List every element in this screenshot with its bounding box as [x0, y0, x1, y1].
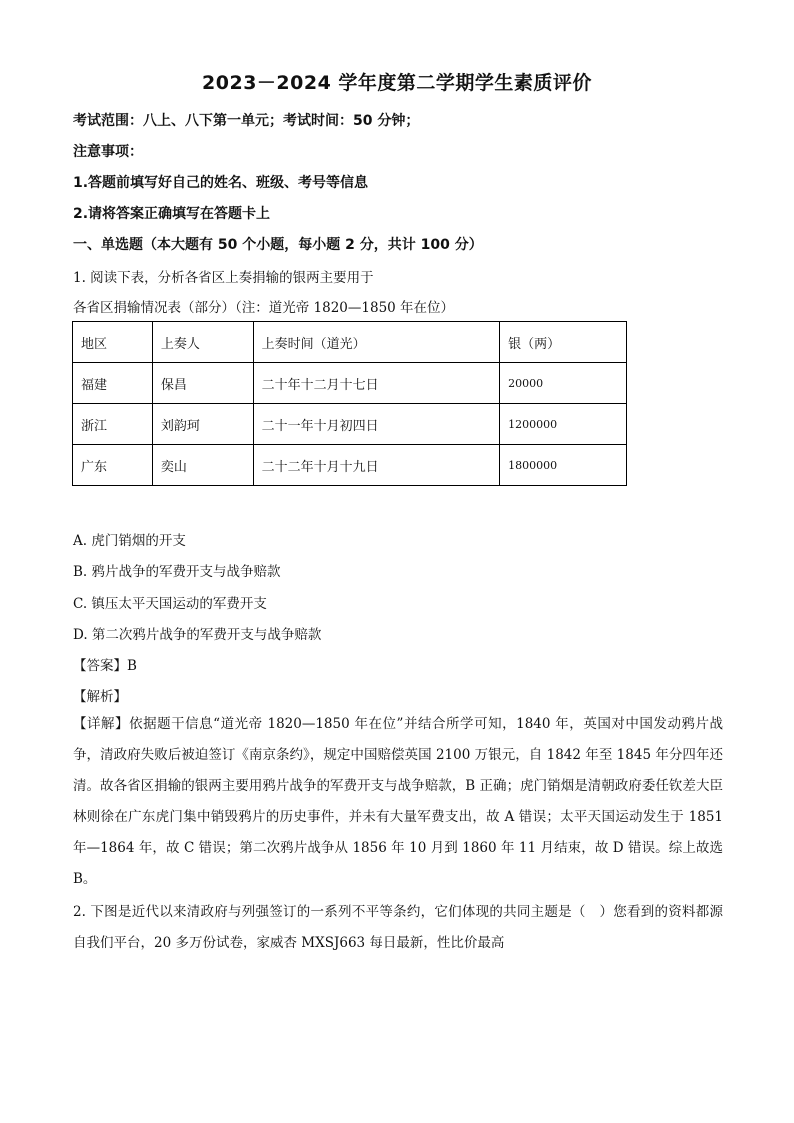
table-header-cell: 上奏人 [152, 322, 253, 363]
donation-table [72, 321, 627, 486]
answer-label: 【答案】B [73, 658, 137, 674]
page-title: 2023－2024 学年度第二学期学生素质评价 [202, 72, 592, 94]
notice-item-2: 2.请将答案正确填写在答题卡上 [73, 206, 271, 222]
table-cell: 二十一年十月初四日 [253, 404, 499, 445]
question-1-stem: 1. 阅读下表，分析各省区上奏捐输的银两主要用于 [73, 270, 374, 286]
option-d: D. 第二次鸦片战争的军费开支与战争赔款 [73, 627, 322, 643]
table-cell: 20000 [500, 363, 627, 404]
analysis-label: 【解析】 [73, 689, 127, 705]
table-cell: 二十二年十月十九日 [253, 445, 499, 486]
exam-range: 考试范围：八上、八下第一单元；考试时间：50 分钟； [73, 113, 420, 129]
table-header-cell: 上奏时间（道光） [253, 322, 499, 363]
detail-explanation: 【详解】依据题干信息“道光帝 1820—1850 年在位”并结合所学可知，1840 年，英国对中国发动鸦片战争，清政府失败后被迫签订《南京条约》，规定中国赔偿英国 2100 万银元，自 1842 年至 1845 年分四年还清。故各省区捐输的银两主要用鸦片战争的军费开支与战争赔款，B 正确；虎门销烟是清朝政府委任钦差大臣林则徐在广东虎门集中销毁鸦片的历史事件，并未有大量军费支出，故 A 错误；太平天国运动发生于 1851 年—1864 年，故 C 错误；第二次鸦片战争从 1856 年 10 月到 1860 年 11 月结束，故 D 错误。综上故选 B。 [73, 716, 723, 887]
table-cell: 奕山 [152, 445, 253, 486]
table-cell: 1200000 [500, 404, 627, 445]
notice-header: 注意事项： [73, 144, 143, 160]
table-cell: 浙江 [73, 404, 153, 445]
table-cell: 广东 [73, 445, 153, 486]
table-cell: 刘韵珂 [152, 404, 253, 445]
table-caption: 各省区捐输情况表（部分）（注：道光帝 1820—1850 年在位） [73, 300, 455, 316]
table-cell: 福建 [73, 363, 153, 404]
table-row [73, 404, 627, 445]
table-header-row [73, 322, 627, 363]
table-header-cell: 银（两） [500, 322, 627, 363]
question-2-stem: 2. 下图是近代以来清政府与列强签订的一系列不平等条约，它们体现的共同主题是（ ）您看到的资料都源自我们平台，20 多万份试卷，家威杏 MXSJ663 每日最新，性比价最高 [73, 904, 723, 951]
table-row [73, 363, 627, 404]
option-a: A. 虎门销烟的开支 [73, 533, 186, 549]
notice-item-1: 1.答题前填写好自己的姓名、班级、考号等信息 [73, 175, 369, 191]
table-cell: 保昌 [152, 363, 253, 404]
table-cell: 1800000 [500, 445, 627, 486]
table-cell: 二十年十二月十七日 [253, 363, 499, 404]
section-title: 一、单选题（本大题有 50 个小题，每小题 2 分，共计 100 分） [73, 237, 483, 253]
option-b: B. 鸦片战争的军费开支与战争赔款 [73, 564, 281, 580]
option-c: C. 镇压太平天国运动的军费开支 [73, 596, 267, 612]
table-header-cell: 地区 [73, 322, 153, 363]
table-row [73, 445, 627, 486]
